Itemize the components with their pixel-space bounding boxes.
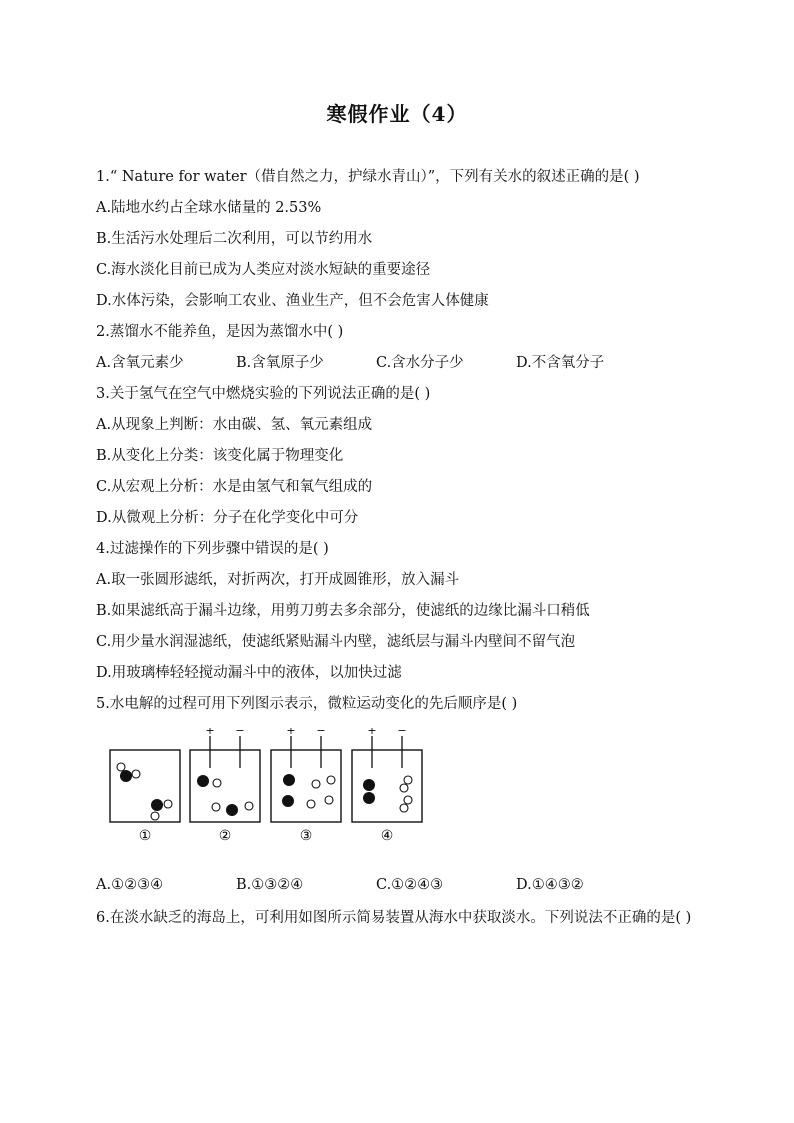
question-4-option-c: C.用少量水润湿滤纸，使滤纸紧贴漏斗内壁，滤纸层与漏斗内壁间不留气泡 [96,634,576,650]
panel-1-label: ① [138,828,152,844]
panel-2-label: ② [218,828,232,844]
question-5-option-d: D.①④③② [516,877,584,893]
question-3-option-b: B.从变化上分类：该变化属于物理变化 [96,448,344,464]
question-2-stem: 2.蒸馏水不能养鱼，是因为蒸馏水中( ) [96,324,344,340]
hydrogen-atom [325,796,333,804]
cathode-sign: − [316,728,326,737]
hydrogen-atom [400,784,408,792]
oxygen-atom [226,804,238,816]
question-4-stem: 4.过滤操作的下列步骤中错误的是( ) [96,541,329,557]
hydrogen-atom [117,763,125,771]
hydrogen-atom [404,776,412,784]
cathode-sign: − [397,728,407,737]
oxygen-atom [197,775,209,787]
question-4-option-b: B.如果滤纸高于漏斗边缘，用剪刀剪去多余部分，使滤纸的边缘比漏斗口稍低 [96,603,590,619]
hydrogen-atom [212,803,220,811]
hydrogen-atom [245,802,253,810]
question-1-stem: 1.“ Nature for water（借自然之力，护绿水青山）”，下列有关水的叙述正确的是( ) [96,169,640,185]
question-3-option-c: C.从宏观上分析：水是由氢气和氧气组成的 [96,479,373,495]
oxygen-atom [120,770,132,782]
oxygen-atom [363,779,375,791]
question-1-option-d: D.水体污染，会影响工农业、渔业生产，但不会危害人体健康 [96,293,489,309]
hydrogen-atom [213,779,221,787]
panel-3-frame [271,750,341,822]
question-2-option-c: C.含水分子少 [376,355,464,371]
question-5-option-c: C.①②④③ [376,877,444,893]
question-2-option-d: D.不含氧分子 [516,355,605,371]
hydrogen-atom [327,776,335,784]
oxygen-atom [282,795,294,807]
hydrogen-atom [312,780,320,788]
electrolysis-figure [96,722,706,872]
anode-sign: + [286,728,296,737]
panel-1 [110,750,180,844]
hydrogen-atom [132,770,140,778]
question-4-option-d: D.用玻璃棒轻轻搅动漏斗中的液体，以加快过滤 [96,665,402,681]
questions [96,164,706,933]
oxygen-atom [363,792,375,804]
question-1-option-b: B.生活污水处理后二次利用，可以节约用水 [96,231,373,247]
question-3-option-a: A.从现象上判断：水由碳、氢、氧元素组成 [96,417,373,433]
hydrogen-atom [400,804,408,812]
panel-3 [271,728,341,844]
hydrogen-atom [151,812,159,820]
question-2-option-a: A.含氧元素少 [96,355,184,371]
oxygen-atom [283,774,295,786]
question-5-options [96,872,706,903]
panel-4-frame [352,750,422,822]
question-5-stem: 5.水电解的过程可用下列图示表示，微粒运动变化的先后顺序是( ) [96,696,518,712]
question-5-option-b: B.①③②④ [236,877,304,893]
question-3-option-d: D.从微观上分析：分子在化学变化中可分 [96,510,359,526]
anode-sign: + [367,728,377,737]
anode-sign: + [205,728,215,737]
panel-3-label: ③ [299,828,313,844]
cathode-sign: − [235,728,245,737]
hydrogen-atom [307,800,315,808]
panel-2 [190,728,260,844]
question-1-option-c: C.海水淡化目前已成为人类应对淡水短缺的重要途径 [96,262,431,278]
question-2-option-b: B.含氧原子少 [236,355,324,371]
electrolysis-diagram [106,728,436,848]
question-1-option-a: A.陆地水约占全球水储量的 2.53% [96,200,322,216]
hydrogen-atom [404,796,412,804]
panel-4 [352,728,422,844]
page-title: 寒假作业（4） [326,102,468,126]
question-2-options [96,350,706,381]
hydrogen-atom [164,800,172,808]
question-4-option-a: A.取一张圆形滤纸，对折两次，打开成圆锥形，放入漏斗 [96,572,460,588]
question-5-option-a: A.①②③④ [96,877,164,893]
question-6-stem: 6.在淡水缺乏的海岛上，可利用如图所示简易装置从海水中获取淡水。下列说法不正确的是( ) [96,910,692,926]
question-3-stem: 3.关于氢气在空气中燃烧实验的下列说法正确的是( ) [96,386,431,402]
oxygen-atom [151,799,163,811]
panel-1-frame [110,750,180,822]
panel-4-label: ④ [380,828,394,844]
